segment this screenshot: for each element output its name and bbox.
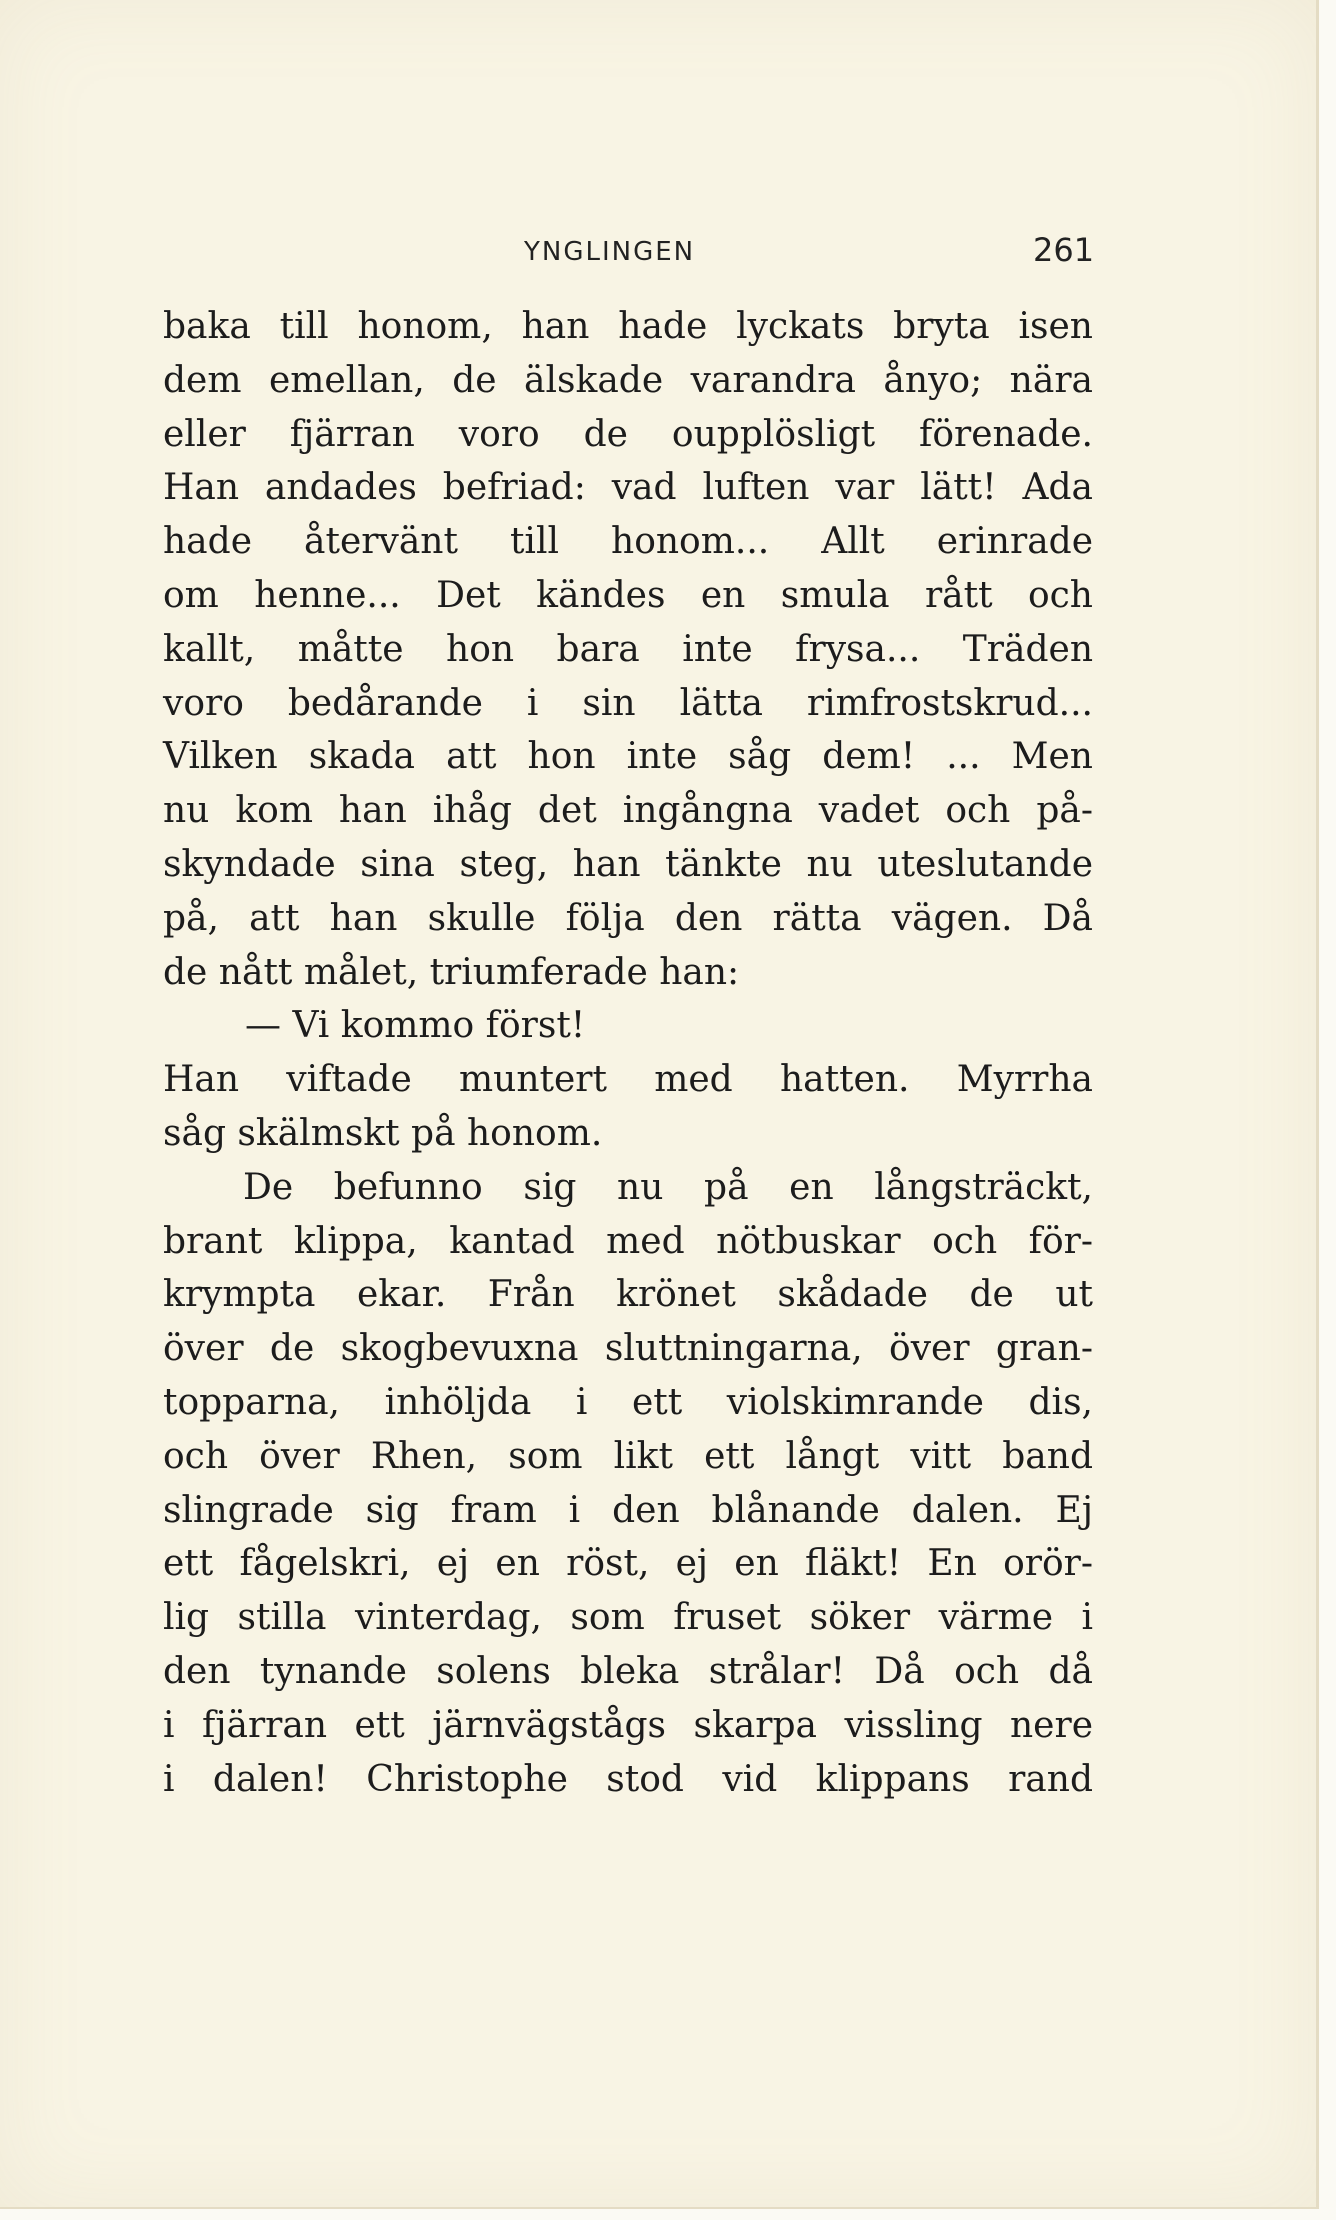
text-line: ett fågelskri, ej en röst, ej en fläkt! En orör-: [163, 1543, 1093, 1585]
page-number: 261: [1033, 231, 1095, 269]
running-head: YNGLINGEN: [524, 237, 696, 267]
text-line: krympta ekar. Från krönet skådade de ut: [163, 1274, 1093, 1316]
text-line: brant klippa, kantad med nötbuskar och för-: [163, 1220, 1093, 1262]
text-line: lig stilla vinterdag, som fruset söker värme i: [163, 1597, 1093, 1639]
text-line: skyndade sina steg, han tänkte nu uteslutande: [163, 843, 1093, 885]
text-line: på, att han skulle följa den rätta vägen. Då: [163, 897, 1093, 939]
text-line: de nått målet, triumferade han:: [163, 951, 740, 993]
paragraph-start-line: De befunno sig nu på en långsträckt,: [243, 1166, 1093, 1208]
text-line: Han andades befriad: vad luften var lätt! Ada: [163, 467, 1093, 509]
text-line: topparna, inhöljda i ett violskimrande dis,: [163, 1381, 1093, 1423]
text-line: om henne... Det kändes en smula rått och: [163, 574, 1093, 616]
text-line: slingrade sig fram i den blånande dalen. Ej: [163, 1489, 1093, 1531]
dialogue-line: — Vi kommo först!: [245, 1005, 586, 1047]
text-line: hade återvänt till honom... Allt erinrade: [163, 521, 1093, 563]
text-line: baka till honom, han hade lyckats bryta isen: [163, 306, 1093, 347]
text-line: voro bedårande i sin lätta rimfrostskrud...: [163, 682, 1093, 724]
text-line: nu kom han ihåg det ingångna vadet och på-: [163, 790, 1093, 832]
body-text: [163, 300, 1093, 1806]
text-line: och över Rhen, som likt ett långt vitt band: [163, 1435, 1093, 1477]
text-line: över de skogbevuxna sluttningarna, över gran-: [163, 1328, 1093, 1370]
text-line: i dalen! Christophe stod vid klippans rand: [163, 1758, 1093, 1800]
text-line: i fjärran ett järnvägstågs skarpa vissling nere: [163, 1704, 1093, 1746]
page-header: [0, 232, 1316, 272]
text-line: Vilken skada att hon inte såg dem! ... Men: [163, 736, 1093, 778]
text-line: Han viftade muntert med hatten. Myrrha: [163, 1059, 1093, 1101]
text-line: kallt, måtte hon bara inte frysa... Träden: [163, 628, 1093, 670]
text-line: eller fjärran voro de oupplösligt förenade.: [163, 413, 1093, 455]
text-line: såg skälmskt på honom.: [163, 1112, 603, 1154]
text-line: dem emellan, de älskade varandra ånyo; nära: [163, 359, 1093, 401]
text-line: den tynande solens bleka strålar! Då och då: [163, 1650, 1093, 1692]
